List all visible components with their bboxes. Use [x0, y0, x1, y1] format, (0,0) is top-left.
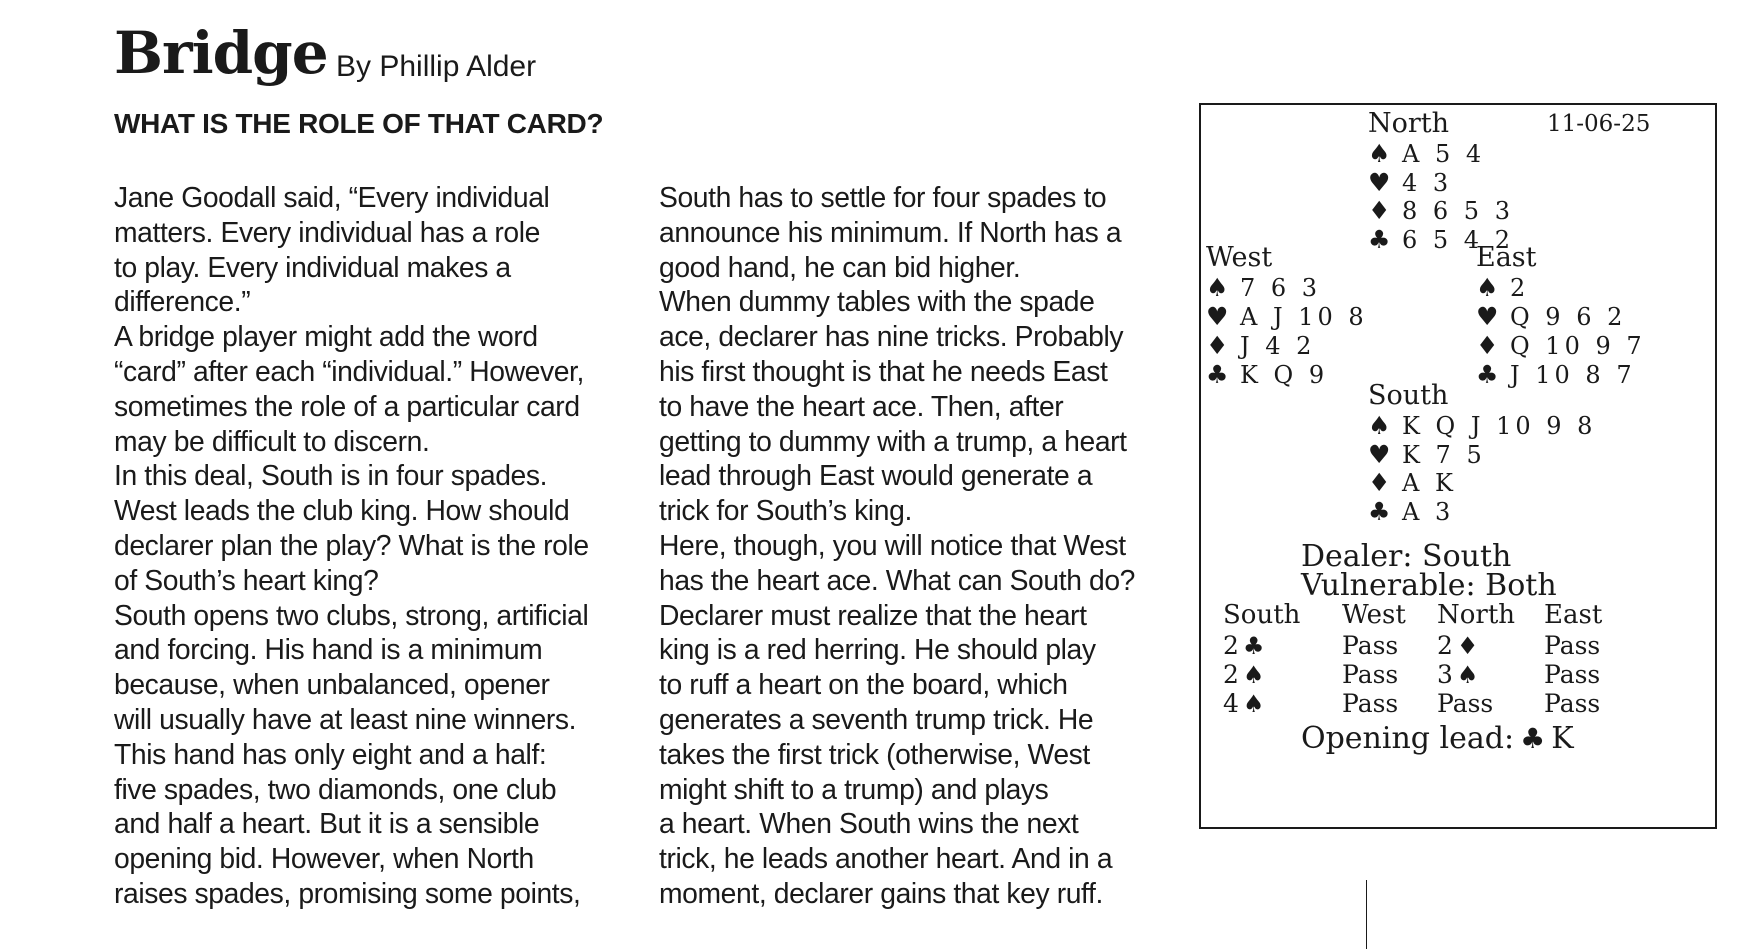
card-list: Q 9 6 2	[1510, 303, 1627, 331]
article-line: to ruff a heart on the board, which	[659, 668, 1068, 701]
article-line: getting to dummy with a trump, a heart	[659, 424, 1127, 457]
diamond-suit-icon: ♦	[1368, 468, 1392, 497]
card-list: 4 3	[1402, 168, 1453, 197]
auction-header: South	[1223, 600, 1301, 630]
card-list: A 3	[1402, 497, 1455, 526]
article-line: a heart. When South wins the next	[659, 807, 1079, 840]
column-divider-rule	[1366, 880, 1367, 949]
bid-level: Pass	[1342, 631, 1399, 660]
bid-suit-icon: ♣	[1242, 632, 1265, 660]
auction-bid	[1223, 662, 1264, 687]
card-list: K Q J 10 9 8	[1402, 412, 1597, 440]
article-line: Jane Goodall said, “Every individual	[114, 181, 550, 213]
west-seat-label: West	[1206, 242, 1273, 273]
bid-level: 2	[1437, 631, 1453, 660]
article-line: might shift to a trump) and plays	[659, 772, 1049, 805]
south-clubs-holding	[1368, 496, 1455, 526]
article-line: to play. Every individual makes a	[114, 250, 511, 283]
article-line: has the heart ace. What can South do?	[659, 563, 1136, 596]
diamond-suit-icon: ♦	[1368, 196, 1392, 225]
bid-level: 3	[1437, 660, 1453, 689]
article-line: moment, declarer gains that key ruff.	[659, 876, 1103, 909]
article-line: generates a seventh trump trick. He	[659, 702, 1094, 735]
card-list: K Q 9	[1240, 361, 1329, 389]
club-suit-icon: ♣	[1206, 360, 1230, 389]
article-line: South has to settle for four spades to	[659, 181, 1107, 213]
card-list: J 10 8 7	[1510, 361, 1636, 389]
east-spades-holding	[1476, 275, 1529, 300]
article-line: trick for South’s king.	[659, 494, 912, 527]
article-line: lead through East would generate a	[659, 459, 1093, 492]
auction-bid	[1342, 662, 1398, 687]
article-line: When dummy tables with the spade	[659, 285, 1095, 318]
card-list: J 4 2	[1240, 332, 1316, 360]
heart-suit-icon: ♥	[1206, 302, 1230, 331]
article-line: good hand, he can bid higher.	[659, 250, 1021, 283]
card-list: 2	[1510, 274, 1530, 302]
article-column-1	[114, 180, 654, 911]
club-suit-icon: ♣	[1520, 722, 1546, 755]
east-diamonds-holding	[1476, 333, 1646, 358]
club-suit-icon: ♣	[1368, 224, 1392, 254]
article-line: trick, he leads another heart. And in a	[659, 842, 1113, 875]
auction-bid	[1342, 633, 1398, 658]
bid-level: Pass	[1544, 689, 1601, 718]
article-line: takes the first trick (otherwise, West	[659, 737, 1090, 770]
dealer-label: Dealer: South	[1301, 539, 1512, 574]
auction-header: West	[1342, 600, 1406, 630]
card-list: 7 6 3	[1240, 274, 1322, 302]
card-list: K 7 5	[1402, 440, 1486, 469]
bid-suit-icon: ♠	[1456, 661, 1479, 689]
card-list: A K	[1402, 469, 1457, 497]
spade-suit-icon: ♠	[1368, 139, 1392, 168]
spade-suit-icon: ♠	[1476, 273, 1500, 302]
auction-bid	[1437, 691, 1493, 716]
article-line: to have the heart ace. Then, after	[659, 389, 1064, 422]
auction-bid	[1342, 691, 1398, 716]
north-seat-label: North	[1368, 108, 1450, 139]
headline: WHAT IS THE ROLE OF THAT CARD?	[114, 108, 604, 139]
article-line: In this deal, South is in four spades.	[114, 459, 548, 492]
article-line: opening bid. However, when North	[114, 842, 534, 875]
east-clubs-holding	[1476, 362, 1636, 387]
article-line: Here, though, you will notice that West	[659, 528, 1126, 561]
card-list: A 5 4	[1402, 140, 1486, 168]
west-hearts-holding	[1206, 304, 1368, 329]
spade-suit-icon: ♠	[1206, 273, 1230, 302]
north-hearts-holding	[1368, 167, 1453, 197]
auction-bid	[1223, 633, 1264, 658]
article-line: king is a red herring. He should play	[659, 633, 1096, 666]
article-line: ace, declarer has nine tricks. Probably	[659, 320, 1124, 353]
article-line: West leads the club king. How should	[114, 494, 570, 527]
article-line: will usually have at least nine winners.	[114, 702, 577, 735]
south-hearts-holding	[1368, 439, 1486, 469]
article-line: may be difficult to discern.	[114, 424, 430, 457]
south-spades-holding	[1368, 413, 1596, 438]
east-seat-label: East	[1476, 242, 1537, 273]
byline: By Phillip Alder	[336, 50, 537, 83]
article-line: “card” after each “individual.” However,	[114, 354, 584, 387]
auction-bid	[1544, 691, 1600, 716]
article-line: his first thought is that he needs East	[659, 354, 1108, 387]
west-clubs-holding	[1206, 362, 1328, 387]
article-line: and forcing. His hand is a minimum	[114, 633, 543, 666]
bid-level: 2	[1223, 660, 1239, 689]
diamond-suit-icon: ♦	[1476, 331, 1500, 360]
article-line: declarer plan the play? What is the role	[114, 528, 589, 561]
bid-level: Pass	[1437, 689, 1494, 718]
bid-suit-icon: ♠	[1242, 690, 1265, 718]
article-line: Declarer must realize that the heart	[659, 598, 1087, 631]
article-column-2	[659, 180, 1179, 911]
bid-level: 4	[1223, 689, 1239, 718]
card-list: A J 10 8	[1240, 303, 1368, 331]
auction-bid	[1437, 662, 1478, 687]
article-line: of South’s heart king?	[114, 563, 379, 596]
west-spades-holding	[1206, 275, 1321, 300]
auction-bid	[1437, 633, 1478, 658]
card-list: 8 6 5 3	[1402, 197, 1514, 225]
bid-suit-icon: ♦	[1456, 632, 1479, 660]
article-line: A bridge player might add the word	[114, 320, 538, 353]
article-line: difference.”	[114, 285, 251, 318]
bid-level: Pass	[1342, 689, 1399, 718]
article-line: because, when unbalanced, opener	[114, 668, 550, 701]
auction-bid	[1544, 662, 1600, 687]
card-list: Q 10 9 7	[1510, 332, 1646, 360]
article-line: matters. Every individual has a role	[114, 215, 540, 248]
heart-suit-icon: ♥	[1368, 439, 1392, 469]
bid-level: Pass	[1544, 660, 1601, 689]
article-line: This hand has only eight and a half:	[114, 737, 547, 770]
north-spades-holding	[1368, 141, 1485, 166]
opening-lead	[1301, 721, 1574, 756]
card-list: 6 5 4 2	[1402, 225, 1514, 254]
south-seat-label: South	[1368, 380, 1449, 411]
south-diamonds-holding	[1368, 470, 1457, 495]
east-hearts-holding	[1476, 304, 1626, 329]
heart-suit-icon: ♥	[1368, 167, 1392, 197]
north-diamonds-holding	[1368, 198, 1514, 223]
spade-suit-icon: ♠	[1368, 411, 1392, 440]
diamond-suit-icon: ♦	[1206, 331, 1230, 360]
auction-bid	[1223, 691, 1264, 716]
article-line: sometimes the role of a particular card	[114, 389, 580, 422]
auction-header: East	[1544, 600, 1603, 630]
article-line: announce his minimum. If North has a	[659, 215, 1122, 248]
bid-level: Pass	[1544, 631, 1601, 660]
article-line: South opens two clubs, strong, artificial	[114, 598, 589, 631]
bid-suit-icon: ♠	[1242, 661, 1265, 689]
bridge-diagram	[1199, 103, 1717, 829]
opening-lead-label: Opening lead:	[1301, 721, 1515, 756]
article-line: and half a heart. But it is a sensible	[114, 807, 540, 840]
west-diamonds-holding	[1206, 333, 1315, 358]
club-suit-icon: ♣	[1368, 496, 1392, 526]
club-suit-icon: ♣	[1476, 360, 1500, 389]
opening-lead-card: K	[1551, 721, 1574, 756]
column-title: Bridge	[114, 19, 328, 87]
vulnerable-label: Vulnerable: Both	[1301, 568, 1557, 603]
article-line: raises spades, promising some points,	[114, 876, 581, 909]
diagram-date: 11-06-25	[1547, 111, 1651, 137]
article-line: five spades, two diamonds, one club	[114, 772, 557, 805]
auction-bid	[1544, 633, 1600, 658]
auction-header: North	[1437, 600, 1516, 630]
heart-suit-icon: ♥	[1476, 302, 1500, 331]
bid-level: Pass	[1342, 660, 1399, 689]
bid-level: 2	[1223, 631, 1239, 660]
